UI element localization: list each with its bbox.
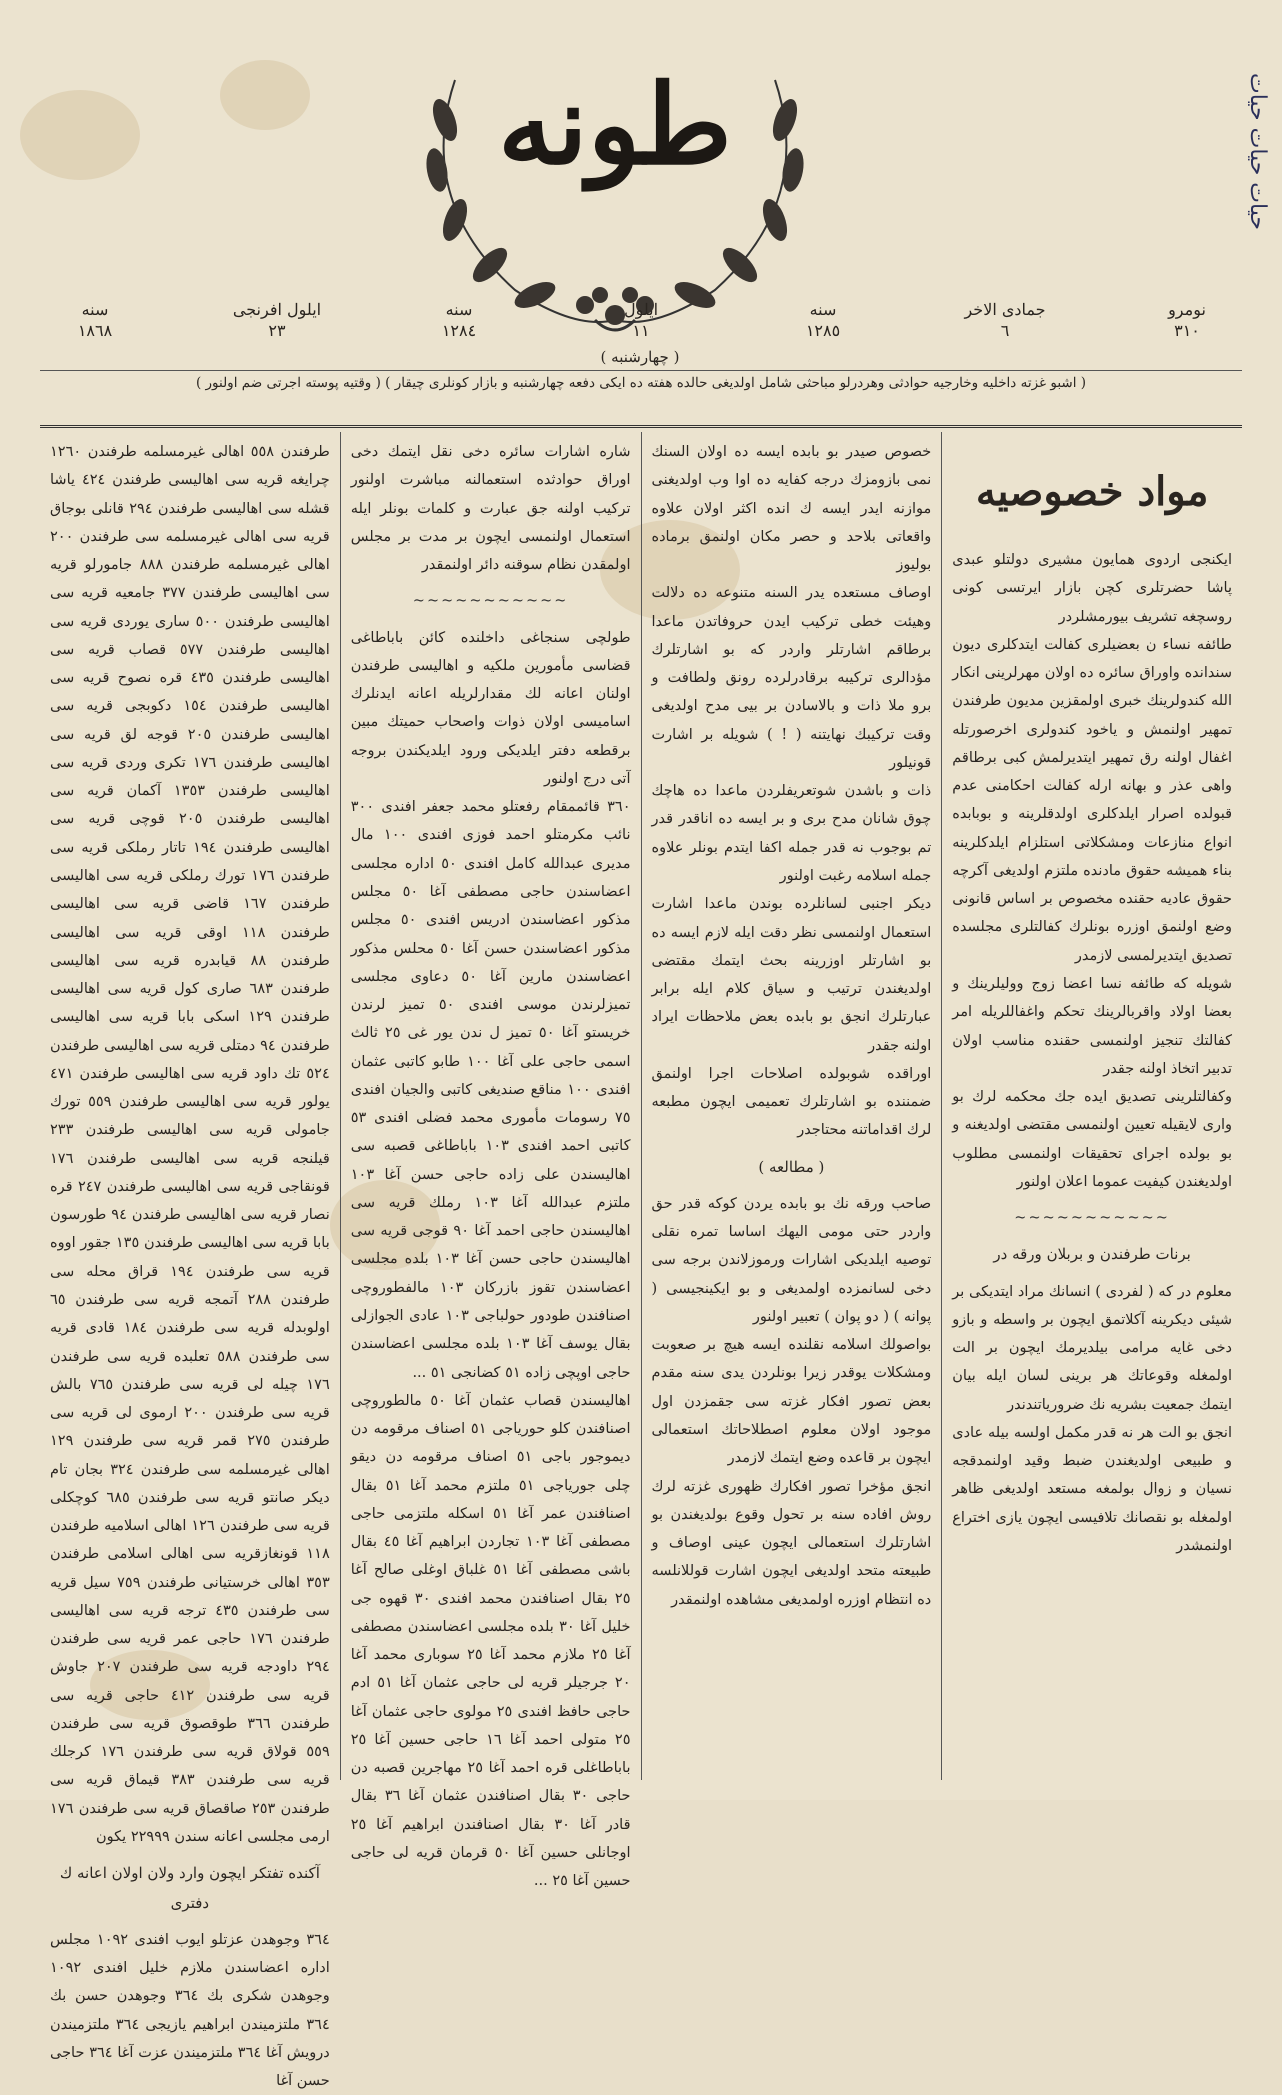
masthead — [0, 0, 1282, 366]
subheading: ( مطالعه ) — [758, 1157, 825, 1176]
paragraph: ٣٦٠ قائممقام رفعتلو محمد جعفر افندی ٣٠٠ نائب مکرمتلو احمد فوزی افندی ١٠٠ مال مدیری عبدالله کامل افندی ٥٠ اداره مجلسی اعضاسندن حاجی مصطفی آغا ٥٠ مجلس مذکور اعضاسندن ادریس افندی ٥٠ مجلس مذکور اعضاسندن حسن آغا ٥٠ محلس مذکور اعضاسندن مارین آغا ٥٠ دعاوی مجلسی تمیزلرندن موسی افندی ٥٠ تمیز لرندن خریستو آغا ٥٠ تمیز ل ندن یور غی ٢٥ ثالث اسمی حاجی علی آغا ١٠٠ طابو کاتبی عثمان افندی ١٠٠ مناقع صندیغی کاتبی والجیان افندی ٧٥ رسومات مأموری محمد فضلی افندی ٥٣ کاتبی احمد افندی ١٠٣ باباطاغی قصبه سی اهالیسندن علی زاده حاجی حسن آغا ١٠٣ ملتزم عبدالله آغا ١٠٣ رملك قریه سی اهالیسندن حاجی احمد آغا ٩٠ قوجی قریه سی اهالیسندن حاجی حسن آغا ١٠٣ بلده مجلسی اعضاسندن تقوز بازرکان ١٠٣ مالفطوروچی اصنافندن طودور حولباجی ١٠٣ عادی الجوازلی بقال یوسف آغا ١٠٣ بلده مجلسی اعضاسندن حاجی اوپچی زاده ٥١ کضانجی ٥١ ... — [350, 799, 631, 1381]
subheading: برنات طرفندن و بربلان ورقه در — [993, 1245, 1191, 1264]
paragraph: بواصولك اسلامه نقلنده ایسه هیچ بر صعوبت ومشکلات یوقدر زیرا بونلردن یدی سنه مقدم بعض تصور افکار غزته سی جقمزدن اول موجود اولان معلوم اصطلاحاتك استعمالی ایچون بر قاعده وضع ایتمك لازمدر — [651, 1337, 932, 1467]
date-cell: ایلول ١١ — [623, 300, 659, 340]
newspaper-title: طونه — [498, 60, 732, 189]
paragraph: اوراقده شوبولده اصلاحات اجرا اولنمق ضمننده بو اشارتلرك تعمیمی ایچون مطبعه لرك اقداماتنه محتاجدر — [651, 1065, 932, 1139]
paragraph: طائفه نساء ن بعضیلری کفالت ایتدکلری دیون سندانده واوراق سائره ده اولان مهرلرینی انکار الله کندولرینك خبری اولمقزین مدیون طرفندن تمهیر اولنمش و یاخود کندولری اخرصورتله اغفال اولنه رق تمهیر ایتدیرلمش کبی برطاقم واهی عذر و بهانه ارله کفالت احکامنی عدم قبولده اصرار ایلدکلری اولدقلرینه و بوبابده انواع منازعات ومشکلاتی استلزام ایلدکلرینه بناء همیشه حقوق مادنده ملتزم اولدیغی آکرچه حقوق عادیه حقنده مخصوص بر اساس قانونی وضع اولنمق اوزره بونلرك کفالتلری مجلسده تصدیق ایتدیرلمسی لازمدر — [952, 636, 1232, 964]
column-2 — [641, 432, 942, 1780]
paragraph: دیکر اجنبی لسانلرده بوندن ماعدا اشارت استعمال اولنمسی نظر دقت ایله لازم ایسه ده بو اشارتلر اوزرینه بحث ایتمك مقتضی اولدیغندن ترتیب و سیاق کلام ایله برابر عبارتلرك انجق بو بابده بعض ملاحظات ایراد اولنه جقدر — [651, 896, 932, 1054]
date-cell: سنه ١٢٨٤ — [441, 300, 477, 340]
paragraph: اوصاف مستعده یدر السنه متنوعه ده دلالت وهیئت خطی ترکیب ایدن حروفاتدن ماعدا برطاقم اشارتلر واردر که بو اشارتلرك مؤدالری ترکیبه برقادرلرده رونق ولطافت و برو ملا ذات و بالاسادن بر بیی مدح اولدیغی وقت ترکیبك نهایتنه ( ! ) شویله بر اشارت قونیلور — [651, 585, 932, 771]
divider-ornament: ~~~~~~~~~~~ — [412, 593, 569, 610]
column-4 — [40, 432, 340, 2090]
paragraph: شاره اشارات سائره دخی نقل ایتمك دخی اوراق حوادثده استعمالنه مباشرت اولنور ترکیب اولنه جق عبارت و کلمات بونلر ایله استعمال اولنمسی ایچون بر مدت بر مجلس اولمقدن نظام سوقنه دائر اولنمقدر — [350, 444, 631, 574]
subscription-notice: ( اشبو غزته داخلیه وخارجیه حوادثی وهردرلو مباحثی شامل اولدیغی حالده هفته ده ایکی دفعه چهارشنبه و بازار کونلری چیقار ) ( وقتیه پوسته اجرتی ضم اولنور ) — [40, 370, 1242, 428]
paragraph: طرفندن ٥٥٨ اهالی غیرمسلمه طرفندن ١٢٦٠ چرایغه قریه سی اهالیسی طرفندن ٤٢٤ یاشا قشله سی اهالیسی طرفندن ٢٩٤ قانلی بوجاق قریه سی اهالی غیرمسلمه سی طرفندن ٢٠٠ اهالی غیرمسلمه طرفندن ٨٨٨ جامورلو قریه سی اهالیسی طرفندن ٣٧٧ جامعیه قریه سی اهالیسی طرفندن ٥٠٠ ساری یوردی قریه سی اهالیسی طرفندن ٥٧٧ قصاب قریه سی اهالیسی طرفندن ٤٣٥ قره نصوح قریه سی اهالیسی طرفندن ١٥٤ دکوبجی قریه سی اهالیسی طرفندن ٢٠٥ قوجه لق قریه سی اهالیسی طرفندن ١٧٦ تکری وردی قریه سی اهالیسی طرفندن ١٣٥٣ آکمان قریه سی اهالیسی طرفندن ٢٠٥ قوچی قریه سی اهالیسی طرفندن ١٩٤ تاتار رملکی قریه سی طرفندن ١٧٦ تورك رملکی قریه سی اهالیسی طرفندن ١٦٧ قاضی قریه سی اهالیسی طرفندن ١١٨ اوقی قریه سی اهالیسی طرفندن ٨٨ قیابدره قریه سی اهالیسی طرفندن ٦٨٣ صاری کول قریه سی اهالیسی طرفندن ١٢٩ اسکی بابا قریه سی اهالیسی طرفندن ٩٤ دمتلی قریه سی اهالیسی طرفندن ٥٢٤ تك داود قریه سی اهالیسی طرفندن ٤٧١ یولور قریه سی اهالیسی طرفندن ٥٥٩ تورك جامولی قریه سی اهالیسی طرفندن ٢٣٣ قیلنجه قریه سی اهالیسی طرفندن ١٧٦ قونقاجی قریه سی اهالیسی طرفندن ٢٤٧ قره نصار قریه سی اهالیسی طرفندن ٩٤ طورسون بابا قریه سی اهالیسی طرفندن ١٣٥ جقور اووه قریه سی طرفندن ١٩٤ قراق محله سی طرفندن ٢٨٨ آتمجه قریه سی طرفندن ٦٥ اولوبدله قریه سی طرفندن ١٨٤ قادی قریه سی طرفندن ٥٨٨ تعلبده قریه سی طرفندن ١٧٦ چیله لی قریه سی طرفندن ٧٦٥ بالش قریه سی طرفندن ٢٠٠ ارموی لی قریه سی طرفندن ٢٧٥ قمر قریه سی طرفندن ١٢٩ اهالی غیرمسلمه سی طرفندن ٣٢٤ بجان تام دیکر صانتو قریه سی طرفندن ٦٨٥ کوچکلی قریه سی طرفندن ١٢٦ اهالی اسلامیه طرفندن ١١٨ قونغازقریه سی اهالی اسلامی طرفندن ٣٥٣ اهالی خرستیانی طرفندن ٧٥٩ سیل قریه سی طرفندن ٤٣٥ ترجه قریه سی اهالیسی طرفندن ١٧٦ حاجی عمر قریه سی طرفندن ٢٩٤ داودجه قریه سی طرفندن ٢٠٧ جاوش قریه سی طرفندن ٤١٢ حاجی قریه سی طرفندن ٣٦٦ طوقصوق قریه سی طرفندن ٥٥٩ قولاق قریه سی طرفندن ١٧٦ کرجلك قریه سی طرفندن ٣٨٣ قیماق قریه سی طرفندن ٢٥٣ صاقصاق قریه سی طرفندن ١٧٦ ارمی مجلسی اعانه سندن ٢٢٩٩٩ یکون — [50, 444, 330, 1846]
date-row — [40, 300, 1242, 350]
paragraph: معلوم در که ( لفردی ) انسانك مراد ایتدیکی بر شیئی دیکرینه آکلاتمق ایچون بر واسطه و بازو دخی غایه مرامی بیلدیرمك ایچون بر الت اولمغله وقوعاتك هر برینی لسان ایله بیان ایتمك جمعیت بشریه نك ضروریاتندندر — [952, 1283, 1232, 1413]
paragraph: انجق مؤخرا تصور افکارك ظهوری غزته لرك روش افاده سنه بر تحول وقوع بولدیغندن بو اشارتلرك استعمالی ایچون عینی اوصاف و طبیعته متحد اولدیغی ایچون اشارت قوللانلسه ده انتظام اوزره اولمدیغی مشاهده اولنمقدر — [651, 1478, 932, 1608]
weekday: ( چهارشنبه ) — [600, 348, 680, 366]
subheading: آکنده تفتکر ایچون وارد ولان اولان اعانه ك دفتری — [59, 1864, 320, 1912]
paragraph: خصوص صیدر بو بابده ایسه ده اولان السنك نمی بازومزك درجه کفایه ده اوا وب اولدیغنی موازنه ایدر ایسه ك انده اکثر اولان علاوه واقعاتی بلاحد و حصر مکان اولنمق برماده بولیوز — [651, 444, 932, 574]
date-cell: سنه ١٨٦٨ — [77, 300, 113, 340]
date-cell: ایلول افرنجی ٢٣ — [232, 300, 322, 340]
article-columns — [40, 432, 1242, 2090]
paragraph: ذات و باشدن شوتعریفلردن ماعدا ده هاچك چوق شانان مدح بری و بر ایسه ده اناقدر قدر تم بوجوب نه قدر جمله اکفا ایتدم بونلر علاوه جمله اسلامه رغبت اولنور — [651, 783, 932, 884]
paragraph: وکفالتلرینی تصدیق ایده جك محکمه لرك بو واری لایقیله تعیین اولنمسی مقتضی اولدیغنه و بو بولده اجرای تحقیقات اولنمسی مطلوب اولدیغندن کیفیت عموما اعلان اولنور — [952, 1089, 1232, 1190]
handwritten-note: حیات حیات حیات — [1245, 73, 1270, 230]
date-cell: سنه ١٢٨٥ — [805, 300, 841, 340]
divider-ornament: ~~~~~~~~~~~ — [1014, 1210, 1170, 1227]
column-1 — [941, 432, 1242, 1780]
paragraph: شویله که طائفه نسا اعضا زوج وولیلرینك و بعضا اولاد واقربالرینك تحکم واغفاللریله امر کفالتك تنجیز اولنمسی حقنده مناسب اولان تدبیر اتخاذ اولنه جقدر — [952, 975, 1232, 1077]
paragraph: ایکنجی اردوی همایون مشیری دولتلو عبدی پاشا حضرتلری کچن بازار ایرتسی کونی روسچغه تشریف بیورمشلردر — [952, 552, 1232, 625]
paragraph: صاحب ورقه نك بو بابده یردن کوکه قدر حق واردر حتی مومی الیهك اساسا تمره نقلی توصیه ایلدیکی اشارات ورموزلاندن برجه سی دخی لسانمزده اولمدیغی و بو ایکینجیسی ( پوانه ) ( دو پوان ) تعبیر اولنور — [651, 1195, 932, 1325]
paragraph: انجق بو الت هر نه قدر مکمل اولسه بیله عادی و طبیعی اولدیغندن ضبط وقید اولنمدقجه نسیان و زوال بولمغه مستعد اولدیغی ظاهر اولمغله بو نقصانك تلافیسی ایچون یازی اختراع اولنمشدر — [952, 1424, 1232, 1555]
paragraph: ٣٦٤ وجوهدن عزتلو ایوب افندی ١٠٩٢ مجلس اداره اعضاسندن ملازم خلیل افندی ١٠٩٢ وجوهدن شکری بك ٣٦٤ وجوهدن حسن بك ٣٦٤ ملتزمیندن ابراهیم یازیجی ٣٦٤ ملتزمیندن درویش آغا ٣٦٤ ملتزمیندن عزت آغا ٣٦٤ حاجی حسن آغا — [50, 1931, 330, 2090]
paragraph: اهالیسندن قصاب عثمان آغا ٥٠ مالطوروچی اصنافندن کلو حوریاجی ٥١ اصناف مرقومه دن دیموجور باجی ٥١ اصناف مرقومه دن دیقو چلی جوریاجی ٥١ ملتزم محمد آغا ٥١ بقال اصنافندن عمر آغا ٥١ اسکله ملتزمی حاجی مصطفی آغا ١٠٣ تجاردن ابراهیم آغا ٤٥ بقال باشی مصطفی آغا ٥١ غلباق اوغلی صالح آغا ٢٥ بقال اصنافندن محمد افندی ٣٠ قهوه جی خلیل آغا ٣٠ بلده مجلسی اعضاسندن مصطفی آغا ٢٥ ملازم محمد آغا ٢٥ سوباری محمد آغا ٢٠ جرجیلر قریه لی حاجی عثمان آغا ٥١ ادم حاجی حافظ افندی ٢٥ مولوی حاجی عثمان آغا ٢٥ متولی احمد آغا ١٦ حاجی حسین آغا ٢٥ باباطاغلی قره احمد آغا ٢٥ مهاجرین قصبه دن حاجی ٣٠ بقال اصنافندن عثمان آغا ٣٦ بقال قادر آغا ٣٠ بقال اصنافندن ابراهیم آغا ٢٥ اوجانلی حسین آغا ٥٠ قرمان قریه لی حاجی حسین آغا ٢٥ ... — [350, 1392, 631, 1890]
column-3 — [340, 432, 641, 1890]
date-cell: جمادی الاخر ٦ — [964, 300, 1046, 340]
paragraph: طولچی سنجاغی داخلنده کائن باباطاغی قضاسی مأمورین ملکیه و اهالیسی طرفندن اولنان اعانه لك مقدارلریله اعانه ایدنلرك اسامیسی اولان ذوات واصحاب حمیتك مبین برقطعه دفتر ایلدیکی ورود ایلدیکندن بروجه آتی درج اولنور — [350, 629, 631, 787]
section-heading: مواد خصوصیه — [975, 468, 1209, 515]
date-cell: نومرو ٣١٠ — [1168, 300, 1206, 340]
